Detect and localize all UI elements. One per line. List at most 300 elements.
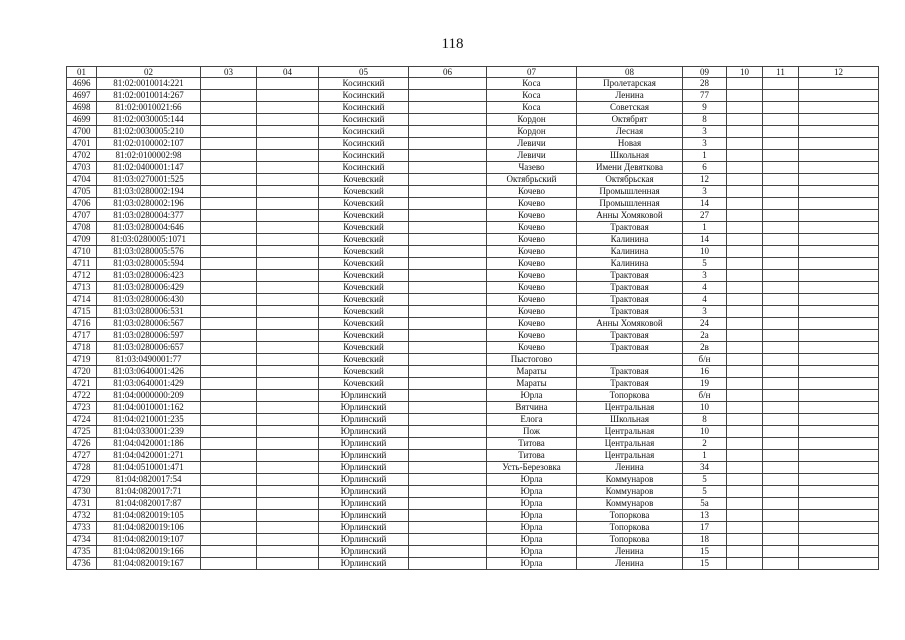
table-cell-col-05: Юрлинский [319,546,409,558]
table-cell-col-12 [799,402,879,414]
table-cell-col-08: Трактовая [577,294,683,306]
table-cell-col-02: 81:03:0270001:525 [97,174,201,186]
table-cell-col-12 [799,534,879,546]
table-cell-col-07: Кочево [487,246,577,258]
table-cell-col-08: Новая [577,138,683,150]
table-cell-col-06 [409,282,487,294]
table-cell-col-11 [763,474,799,486]
table-cell-col-02: 81:03:0280006:429 [97,282,201,294]
table-cell-col-04 [257,426,319,438]
table-cell-col-01: 4729 [67,474,97,486]
table-cell-col-11 [763,462,799,474]
table-cell-col-01: 4710 [67,246,97,258]
table-cell-col-03 [201,162,257,174]
table-cell-col-11 [763,258,799,270]
table-cell-col-02: 81:04:0820019:106 [97,522,201,534]
table-cell-col-06 [409,378,487,390]
table-cell-col-03 [201,174,257,186]
table-cell-col-11 [763,114,799,126]
table-cell-col-12 [799,330,879,342]
table-row [67,438,879,450]
table-cell-col-11 [763,234,799,246]
table-cell-col-11 [763,78,799,90]
table-cell-col-05: Кочевский [319,234,409,246]
table-cell-col-02: 81:04:0010001:162 [97,402,201,414]
table-cell-col-08: Ленина [577,462,683,474]
table-cell-col-11 [763,246,799,258]
table-row [67,222,879,234]
table-cell-col-08: Анны Хомяковой [577,210,683,222]
table-row [67,186,879,198]
table-cell-col-01: 4733 [67,522,97,534]
table-cell-col-06 [409,246,487,258]
table-row [67,342,879,354]
table-cell-col-03 [201,258,257,270]
table-cell-col-03 [201,222,257,234]
table-cell-col-01: 4702 [67,150,97,162]
table-cell-col-07: Юрла [487,390,577,402]
table-cell-col-01: 4724 [67,414,97,426]
table-cell-col-11 [763,414,799,426]
table-cell-col-05: Косинский [319,90,409,102]
table-cell-col-12 [799,450,879,462]
table-cell-col-02: 81:03:0280006:567 [97,318,201,330]
table-cell-col-10 [727,414,763,426]
table-cell-col-06 [409,462,487,474]
table-cell-col-10 [727,558,763,570]
table-cell-col-12 [799,162,879,174]
table-cell-col-06 [409,186,487,198]
table-cell-col-01: 4722 [67,390,97,402]
table-cell-col-06 [409,486,487,498]
table-cell-col-04 [257,258,319,270]
table-row [67,510,879,522]
table-row [67,486,879,498]
table-cell-col-03 [201,342,257,354]
table-row [67,474,879,486]
table-cell-col-07: Мараты [487,378,577,390]
table-cell-col-02: 81:03:0280005:576 [97,246,201,258]
table-cell-col-03 [201,246,257,258]
table-cell-col-05: Юрлинский [319,510,409,522]
table-cell-col-04 [257,270,319,282]
table-cell-col-03 [201,282,257,294]
table-cell-col-08 [577,354,683,366]
table-row [67,354,879,366]
table-cell-col-03 [201,306,257,318]
table-cell-col-11 [763,450,799,462]
table-cell-col-10 [727,342,763,354]
table-cell-col-09: 17 [683,522,727,534]
table-cell-col-05: Кочевский [319,198,409,210]
table-cell-col-05: Юрлинский [319,558,409,570]
table-cell-col-11 [763,438,799,450]
table-cell-col-05: Косинский [319,126,409,138]
table-cell-col-03 [201,102,257,114]
table-cell-col-05: Юрлинский [319,498,409,510]
table-cell-col-11 [763,534,799,546]
table-cell-col-11 [763,558,799,570]
table-cell-col-08: Калинина [577,246,683,258]
table-cell-col-05: Косинский [319,114,409,126]
table-cell-col-03 [201,438,257,450]
table-cell-col-01: 4732 [67,510,97,522]
table-cell-col-12 [799,234,879,246]
table-cell-col-08: Ленина [577,546,683,558]
table-cell-col-06 [409,162,487,174]
table-cell-col-06 [409,366,487,378]
table-cell-col-05: Юрлинский [319,390,409,402]
table-cell-col-07: Кочево [487,318,577,330]
table-cell-col-01: 4718 [67,342,97,354]
table-cell-col-08: Советская [577,102,683,114]
table-cell-col-11 [763,282,799,294]
table-cell-col-11 [763,186,799,198]
table-cell-col-05: Кочевский [319,318,409,330]
table-cell-col-02: 81:02:0400001:147 [97,162,201,174]
table-cell-col-03 [201,198,257,210]
column-header-11: 11 [763,67,799,78]
table-cell-col-01: 4701 [67,138,97,150]
table-cell-col-06 [409,78,487,90]
table-cell-col-06 [409,126,487,138]
table-cell-col-06 [409,450,487,462]
table-cell-col-10 [727,402,763,414]
registry-table [66,66,879,570]
table-cell-col-08: Трактовая [577,306,683,318]
table-cell-col-06 [409,258,487,270]
table-cell-col-11 [763,546,799,558]
table-cell-col-12 [799,426,879,438]
table-cell-col-09: 12 [683,174,727,186]
table-cell-col-12 [799,522,879,534]
table-cell-col-03 [201,354,257,366]
table-row [67,534,879,546]
table-cell-col-10 [727,546,763,558]
table-cell-col-12 [799,306,879,318]
table-cell-col-03 [201,510,257,522]
table-cell-col-12 [799,258,879,270]
table-cell-col-10 [727,210,763,222]
table-cell-col-09: 10 [683,402,727,414]
table-cell-col-12 [799,510,879,522]
table-cell-col-07: Октябрьский [487,174,577,186]
table-cell-col-08: Топоркова [577,522,683,534]
table-cell-col-10 [727,234,763,246]
table-cell-col-04 [257,498,319,510]
table-cell-col-12 [799,282,879,294]
table-cell-col-05: Кочевский [319,354,409,366]
table-cell-col-02: 81:04:0330001:239 [97,426,201,438]
table-cell-col-07: Кочево [487,342,577,354]
table-cell-col-08: Калинина [577,234,683,246]
table-cell-col-09: 4 [683,282,727,294]
table-cell-col-03 [201,186,257,198]
table-cell-col-09: 1 [683,222,727,234]
table-cell-col-09: 2 [683,438,727,450]
table-cell-col-08: Топоркова [577,510,683,522]
table-row [67,546,879,558]
column-header-09: 09 [683,67,727,78]
table-cell-col-01: 4713 [67,282,97,294]
table-cell-col-04 [257,450,319,462]
table-cell-col-03 [201,522,257,534]
table-cell-col-04 [257,210,319,222]
table-cell-col-07: Пож [487,426,577,438]
table-cell-col-08: Анны Хомяковой [577,318,683,330]
table-cell-col-05: Юрлинский [319,438,409,450]
table-cell-col-12 [799,150,879,162]
table-cell-col-05: Косинский [319,150,409,162]
table-cell-col-02: 81:03:0280006:597 [97,330,201,342]
table-cell-col-07: Кордон [487,126,577,138]
table-cell-col-11 [763,342,799,354]
table-cell-col-03 [201,378,257,390]
table-cell-col-11 [763,102,799,114]
table-cell-col-03 [201,114,257,126]
table-cell-col-09: 5 [683,486,727,498]
table-row [67,78,879,90]
table-cell-col-08: Трактовая [577,378,683,390]
table-cell-col-02: 81:03:0640001:429 [97,378,201,390]
table-cell-col-02: 81:04:0000000:209 [97,390,201,402]
table-cell-col-11 [763,498,799,510]
table-cell-col-02: 81:03:0280005:594 [97,258,201,270]
table-row [67,462,879,474]
table-cell-col-10 [727,306,763,318]
table-cell-col-06 [409,294,487,306]
table-cell-col-02: 81:02:0010021:66 [97,102,201,114]
table-cell-col-05: Кочевский [319,366,409,378]
table-cell-col-08: Центральная [577,450,683,462]
table-cell-col-08: Трактовая [577,366,683,378]
table-cell-col-12 [799,138,879,150]
table-cell-col-11 [763,426,799,438]
table-cell-col-03 [201,498,257,510]
table-cell-col-04 [257,294,319,306]
table-cell-col-07: Кочево [487,294,577,306]
table-cell-col-02: 81:04:0420001:271 [97,450,201,462]
table-cell-col-11 [763,522,799,534]
table-cell-col-06 [409,234,487,246]
table-cell-col-05: Кочевский [319,222,409,234]
table-cell-col-11 [763,126,799,138]
table-cell-col-12 [799,474,879,486]
table-cell-col-07: Титова [487,450,577,462]
table-cell-col-08: Ленина [577,90,683,102]
table-cell-col-07: Юрла [487,546,577,558]
table-cell-col-09: 15 [683,546,727,558]
table-cell-col-03 [201,150,257,162]
table-row [67,366,879,378]
table-cell-col-12 [799,366,879,378]
table-header-row [67,67,879,78]
table-cell-col-04 [257,354,319,366]
table-cell-col-08: Топоркова [577,390,683,402]
table-cell-col-06 [409,90,487,102]
table-cell-col-04 [257,366,319,378]
table-cell-col-01: 4705 [67,186,97,198]
table-cell-col-08: Школьная [577,150,683,162]
table-cell-col-02: 81:04:0820019:166 [97,546,201,558]
table-cell-col-05: Юрлинский [319,414,409,426]
table-cell-col-01: 4727 [67,450,97,462]
table-cell-col-10 [727,510,763,522]
table-cell-col-12 [799,114,879,126]
table-cell-col-09: 15 [683,558,727,570]
table-cell-col-09: 18 [683,534,727,546]
table-cell-col-10 [727,222,763,234]
table-cell-col-07: Титова [487,438,577,450]
table-cell-col-12 [799,294,879,306]
table-cell-col-05: Кочевский [319,306,409,318]
table-cell-col-10 [727,294,763,306]
table-cell-col-09: 14 [683,198,727,210]
table-cell-col-07: Коса [487,90,577,102]
table-cell-col-10 [727,186,763,198]
table-cell-col-08: Трактовая [577,330,683,342]
table-cell-col-03 [201,138,257,150]
table-cell-col-09: 24 [683,318,727,330]
table-cell-col-08: Калинина [577,258,683,270]
table-cell-col-04 [257,126,319,138]
table-cell-col-02: 81:04:0210001:235 [97,414,201,426]
table-cell-col-12 [799,102,879,114]
table-cell-col-01: 4731 [67,498,97,510]
table-cell-col-01: 4716 [67,318,97,330]
table-cell-col-02: 81:03:0640001:426 [97,366,201,378]
table-cell-col-12 [799,222,879,234]
table-cell-col-09: 3 [683,138,727,150]
table-cell-col-01: 4703 [67,162,97,174]
table-cell-col-11 [763,162,799,174]
table-cell-col-09: 8 [683,114,727,126]
table-cell-col-07: Кочево [487,330,577,342]
table-cell-col-11 [763,486,799,498]
table-cell-col-03 [201,294,257,306]
table-cell-col-11 [763,510,799,522]
table-cell-col-06 [409,174,487,186]
table-cell-col-09: 10 [683,426,727,438]
table-cell-col-07: Усть-Березовка [487,462,577,474]
table-cell-col-09: 16 [683,366,727,378]
table-cell-col-04 [257,342,319,354]
table-row [67,138,879,150]
table-cell-col-05: Кочевский [319,282,409,294]
table-cell-col-11 [763,294,799,306]
table-cell-col-12 [799,462,879,474]
table-cell-col-01: 4726 [67,438,97,450]
table-cell-col-01: 4700 [67,126,97,138]
table-row [67,294,879,306]
table-cell-col-03 [201,330,257,342]
table-cell-col-08: Коммунаров [577,486,683,498]
table-cell-col-03 [201,426,257,438]
table-cell-col-10 [727,486,763,498]
table-cell-col-10 [727,522,763,534]
table-cell-col-09: б/н [683,354,727,366]
table-cell-col-04 [257,234,319,246]
table-cell-col-12 [799,198,879,210]
table-row [67,126,879,138]
table-cell-col-01: 4717 [67,330,97,342]
table-cell-col-06 [409,474,487,486]
registry-table-container [66,66,878,570]
table-cell-col-01: 4698 [67,102,97,114]
table-cell-col-10 [727,258,763,270]
table-cell-col-05: Юрлинский [319,450,409,462]
table-cell-col-02: 81:04:0820017:87 [97,498,201,510]
table-cell-col-12 [799,246,879,258]
table-cell-col-05: Кочевский [319,258,409,270]
table-cell-col-03 [201,366,257,378]
table-cell-col-03 [201,90,257,102]
table-cell-col-04 [257,402,319,414]
table-cell-col-07: Юрла [487,498,577,510]
table-cell-col-08: Трактовая [577,222,683,234]
table-cell-col-05: Юрлинский [319,462,409,474]
table-cell-col-11 [763,402,799,414]
table-cell-col-08: Трактовая [577,282,683,294]
table-cell-col-02: 81:03:0280006:531 [97,306,201,318]
table-cell-col-05: Косинский [319,162,409,174]
table-cell-col-04 [257,150,319,162]
table-cell-col-07: Елога [487,414,577,426]
table-cell-col-10 [727,246,763,258]
table-cell-col-09: 8 [683,414,727,426]
table-cell-col-06 [409,426,487,438]
table-cell-col-07: Коса [487,102,577,114]
table-cell-col-01: 4715 [67,306,97,318]
table-cell-col-11 [763,306,799,318]
table-cell-col-09: 27 [683,210,727,222]
table-cell-col-02: 81:03:0280004:377 [97,210,201,222]
table-cell-col-02: 81:03:0280002:196 [97,198,201,210]
table-cell-col-12 [799,354,879,366]
table-cell-col-03 [201,474,257,486]
table-cell-col-08: Топоркова [577,534,683,546]
table-cell-col-04 [257,222,319,234]
table-cell-col-04 [257,414,319,426]
table-cell-col-04 [257,534,319,546]
table-cell-col-09: 14 [683,234,727,246]
table-cell-col-09: 6 [683,162,727,174]
table-cell-col-01: 4708 [67,222,97,234]
table-cell-col-05: Кочевский [319,270,409,282]
table-cell-col-02: 81:04:0820019:107 [97,534,201,546]
table-cell-col-02: 81:03:0490001:77 [97,354,201,366]
table-cell-col-06 [409,150,487,162]
table-cell-col-05: Кочевский [319,186,409,198]
table-row [67,210,879,222]
table-cell-col-09: 2в [683,342,727,354]
table-row [67,306,879,318]
table-cell-col-06 [409,414,487,426]
table-cell-col-06 [409,210,487,222]
page-number: 118 [441,36,464,52]
table-cell-col-03 [201,402,257,414]
table-cell-col-11 [763,270,799,282]
table-cell-col-07: Кочево [487,306,577,318]
table-cell-col-06 [409,342,487,354]
table-cell-col-05: Кочевский [319,246,409,258]
table-body [67,78,879,570]
table-cell-col-04 [257,246,319,258]
table-row [67,90,879,102]
table-cell-col-01: 4728 [67,462,97,474]
table-cell-col-05: Кочевский [319,342,409,354]
table-cell-col-07: Юрла [487,474,577,486]
